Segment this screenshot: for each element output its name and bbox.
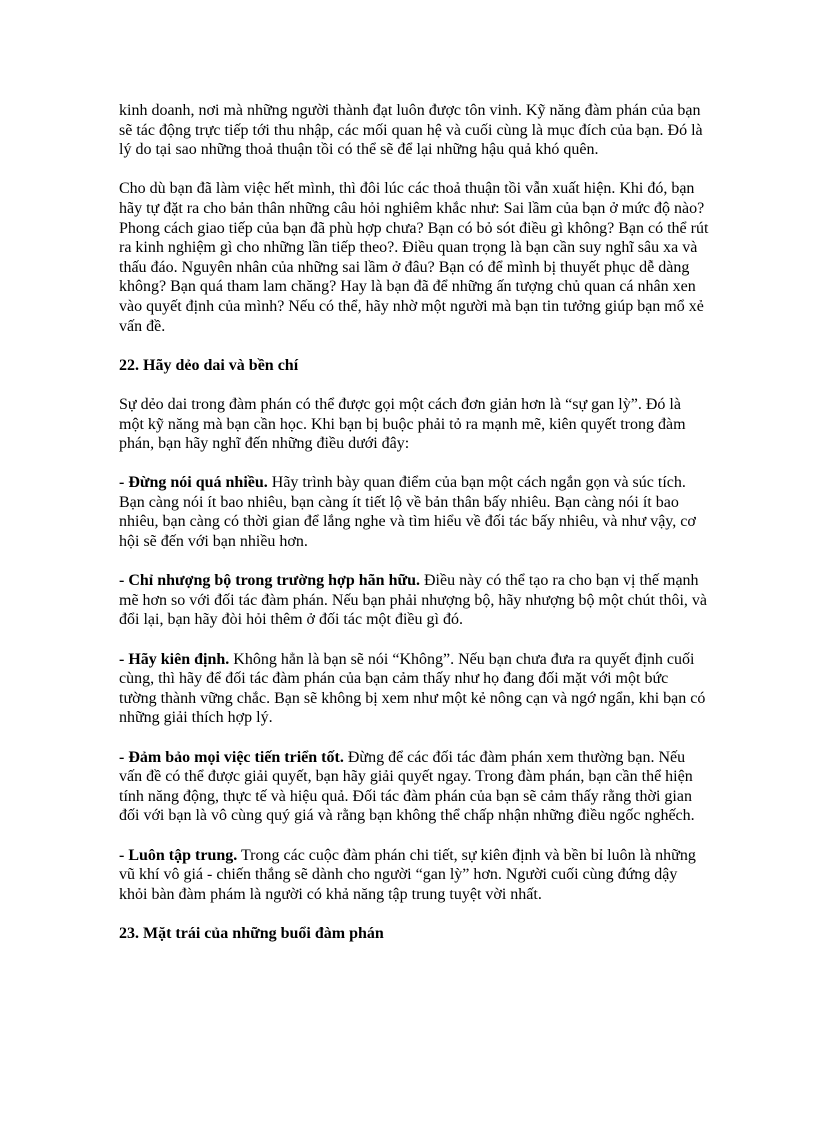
tip-dont-talk-too-much [119, 473, 709, 551]
section-22-intro: Sự dẻo dai trong đàm phán có thể được gọi một cách đơn giản hơn là “sự gan lỳ”. Đó là một kỹ năng mà bạn cần học. Khi bạn bị buộc phải tỏ ra mạnh mẽ, kiên quyết trong đàm phán, bạn hãy nghĩ đến những điều dưới đây: [119, 395, 686, 453]
tip-stay-focused [119, 846, 709, 905]
tip-text: Trong các cuộc đàm phán chi tiết, sự kiên định và bền bỉ luôn là những vũ khí vô giá - chiến thắng sẽ dành cho người “gan lỳ” hơn. Người cuối cùng đứng dậy khỏi bàn đàm phám là người có khả năng tập trung tuyệt vời nhất. [119, 846, 696, 903]
tip-lead: - Đảm bảo mọi việc tiến triển tốt. [119, 748, 344, 766]
tip-text: Điều này có thể tạo ra cho bạn vị thế mạnh mẽ hơn so với đối tác đàm phán. Nếu bạn phải nhượng bộ, hãy nhượng bộ một chút thôi, và đổi lại, bạn hãy đòi hỏi thêm ở đối tác một điều gì đó. [119, 572, 707, 629]
tip-lead: - Đừng nói quá nhiều. [119, 474, 268, 492]
tip-lead: - Hãy kiên định. [119, 650, 230, 668]
document-body [119, 101, 709, 963]
tip-text: Hãy trình bày quan điểm của bạn một cách ngắn gọn và súc tích. Bạn càng nói ít bao nhiêu, bạn càng ít tiết lộ về bản thân bấy nhiêu. Bạn càng nói ít bao nhiêu, bạn càng có thời gian để lắng nghe và tìm hiểu về đối tác bấy nhiêu, và như vậy, cơ hội sẽ đến với bạn nhiều hơn. [119, 474, 696, 551]
tip-text: Đừng để các đối tác đàm phán xem thường bạn. Nếu vấn đề có thể được giải quyết, bạn hãy giải quyết ngay. Trong đàm phán, bạn cần thể hiện tính năng động, thực tế và hiệu quả. Đối tác đàm phán của bạn sẽ cảm thấy rằng thời gian đối với bạn là vô cùng quý giá và rằng bạn không thể chấp nhận những điều ngốc nghếch. [119, 748, 695, 825]
section-23-heading: 23. Mặt trái của những buổi đàm phán [119, 924, 384, 942]
tip-keep-progress [119, 748, 709, 826]
tip-lead: - Luôn tập trung. [119, 846, 238, 864]
tip-be-firm [119, 650, 709, 728]
paragraph-income: kinh doanh, nơi mà những người thành đạt luôn được tôn vinh. Kỹ năng đàm phán của bạn sẽ tác động trực tiếp tới thu nhập, các mối quan hệ và cuối cùng là mục đích của bạn. Đó là lý do tại sao những thoả thuận tồi có thể sẽ để lại những hậu quả khó quên. [119, 102, 703, 159]
tip-lead: - Chỉ nhượng bộ trong trường hợp hãn hữu. [119, 572, 420, 590]
paragraph-bad-deals: Cho dù bạn đã làm việc hết mình, thì đôi lúc các thoả thuận tồi vẫn xuất hiện. Khi đó, bạn hãy tự đặt ra cho bản thân những câu hỏi nghiêm khắc như: Sai lầm của bạn ở mức độ nào? Phong cách giao tiếp của bạn đã phù hợp chưa? Bạn có bỏ sót điều gì không? Bạn có thể rút ra kinh nghiệm gì cho những lần tiếp theo?. Điều quan trọng là bạn cần suy nghĩ sâu xa và thấu đáo. Nguyên nhân của những sai lầm ở đâu? Bạn có để mình bị thuyết phục dễ dàng không? Bạn quá tham lam chăng? Hay là bạn đã để những ấn tượng chủ quan cá nhân xen vào quyết định của mình? Nếu có thể, hãy nhờ một người mà bạn tin tưởng giúp bạn mổ xẻ vấn đề. [119, 180, 709, 335]
tip-text: Không hẳn là bạn sẽ nói “Không”. Nếu bạn chưa đưa ra quyết định cuối cùng, thì hãy để đối tác đàm phán của bạn cảm thấy như họ đang đối mặt với một bức tường thành vững chắc. Bạn sẽ không bị xem như một kẻ nông cạn và ngớ ngẩn, khi bạn có những giải thích hợp lý. [119, 650, 706, 727]
tip-concede-rarely [119, 571, 709, 630]
section-22-heading: 22. Hãy dẻo dai và bền chí [119, 356, 299, 374]
